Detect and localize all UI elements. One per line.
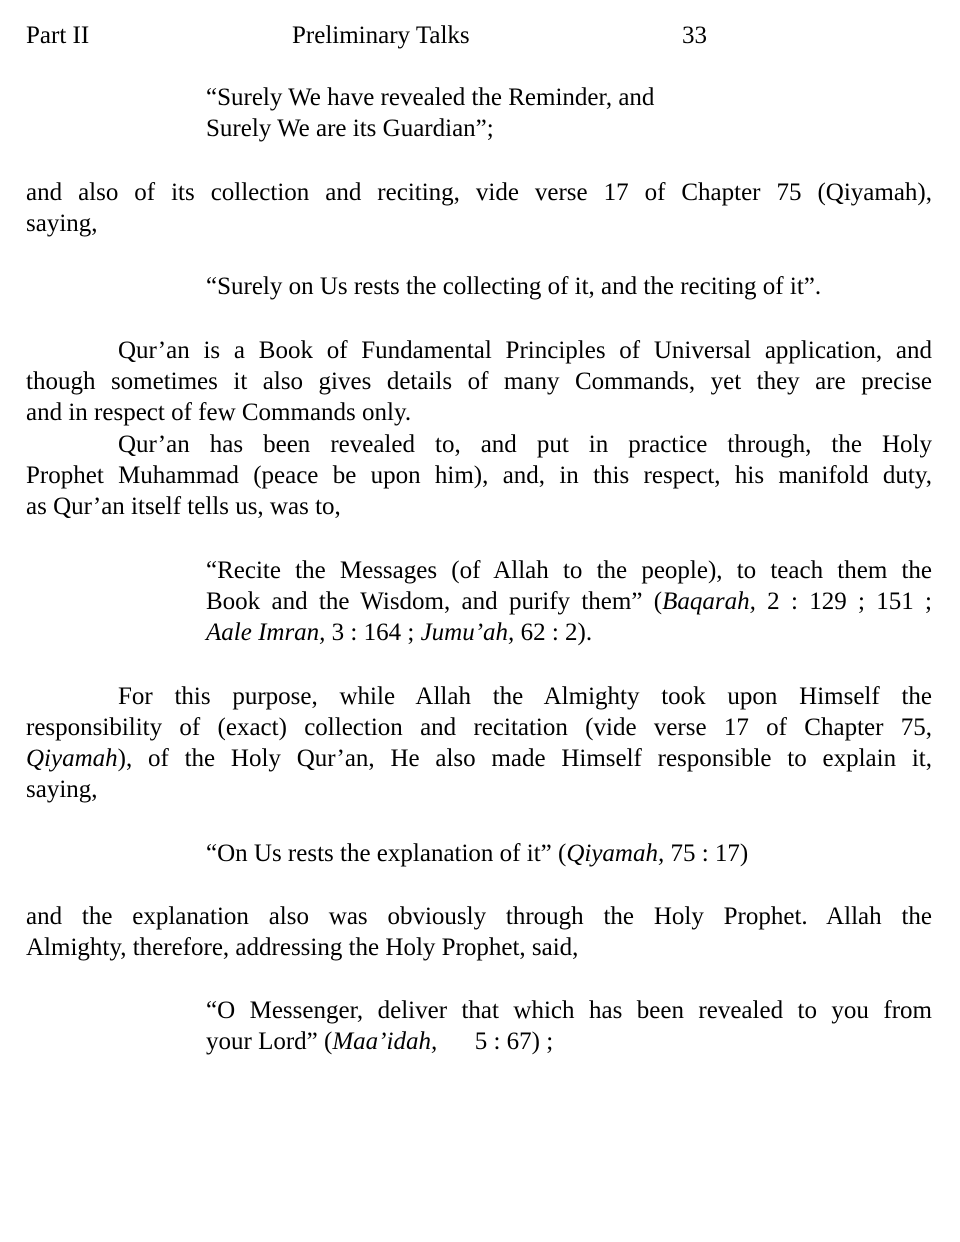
citation-ref: 62 : 2). (514, 619, 593, 646)
paragraph-line: Qur’an has been revealed to, and put in practice through, the Holy (118, 431, 932, 458)
quote-messenger (206, 995, 932, 1057)
paragraph-line: Prophet Muhammad (peace be upon him), and, in this respect, his manifold duty, (26, 462, 932, 489)
document-page (26, 0, 932, 1242)
citation-surah: Aale Imran, (206, 619, 326, 646)
header-title: Preliminary Talks (292, 22, 470, 49)
quote-line (206, 617, 932, 648)
citation-ref: 3 : 164 ; (325, 619, 421, 646)
quote-collecting (206, 271, 932, 302)
paragraph-line: as Qur’an itself tells us, was to, (26, 493, 341, 520)
citation-ref: 75 : 17) (664, 840, 749, 867)
quote-line: Surely We are its Guardian”; (206, 115, 494, 142)
paragraph-revealed (26, 429, 932, 522)
quote-recite-messages (206, 555, 932, 648)
citation-surah: Jumu’ah, (420, 619, 515, 646)
quote-line (206, 1026, 932, 1057)
paragraph-line: and also of its collection and reciting, vide verse 17 of Chapter 75 (Qiyamah), (26, 179, 932, 206)
paragraph-line: saying, (26, 210, 98, 237)
quote-line: “Recite the Messages (of Allah to the people), to teach them the (206, 557, 932, 584)
paragraph-line: Almighty, therefore, addressing the Holy Prophet, said, (26, 934, 579, 961)
citation-ref: 5 : 67) ; (437, 1028, 554, 1055)
paragraph-explanation (26, 901, 932, 963)
page-number: 33 (682, 22, 707, 49)
paragraph-line: saying, (26, 776, 98, 803)
citation-surah: Qiyamah, (566, 840, 665, 867)
paragraph-line: Qur’an is a Book of Fundamental Principles of Universal application, and (118, 337, 932, 364)
citation-surah: Maa’idah, (332, 1028, 438, 1055)
quote-text: “On Us rests the explanation of it” ( (206, 840, 567, 867)
citation-ref: 2 : 129 ; 151 ; (755, 588, 932, 615)
citation-surah: Baqarah, (662, 588, 756, 615)
paragraph-text: ), of the Holy Qur’an, He also made Himself responsible to explain it, (117, 745, 932, 772)
paragraph-line: and in respect of few Commands only. (26, 399, 412, 426)
quote-line: “O Messenger, deliver that which has been revealed to you from (206, 997, 932, 1024)
paragraph-line (26, 743, 932, 774)
paragraph-line: responsibility of (exact) collection and recitation (vide verse 17 of Chapter 75, (26, 714, 932, 741)
quote-text: Book and the Wisdom, and purify them” ( (206, 588, 663, 615)
quote-line: “Surely We have revealed the Reminder, and (206, 84, 655, 111)
page-header (26, 20, 932, 52)
quote-line: “Surely on Us rests the collecting of it, and the reciting of it”. (206, 273, 822, 300)
paragraph-line: For this purpose, while Allah the Almighty took upon Himself the (118, 683, 932, 710)
paragraph-line: and the explanation also was obviously through the Holy Prophet. Allah the (26, 903, 932, 930)
paragraph-line: though sometimes it also gives details of many Commands, yet they are precise (26, 368, 932, 395)
paragraph-collection (26, 177, 932, 239)
citation-surah: Qiyamah (26, 745, 118, 772)
header-part: Part II (26, 22, 90, 49)
quote-explanation (206, 838, 932, 869)
quote-text: your Lord” ( (206, 1028, 333, 1055)
quote-reminder (206, 82, 932, 144)
paragraph-fundamental-principles (26, 335, 932, 428)
quote-line (206, 838, 932, 869)
paragraph-purpose (26, 681, 932, 805)
quote-line (206, 586, 932, 617)
